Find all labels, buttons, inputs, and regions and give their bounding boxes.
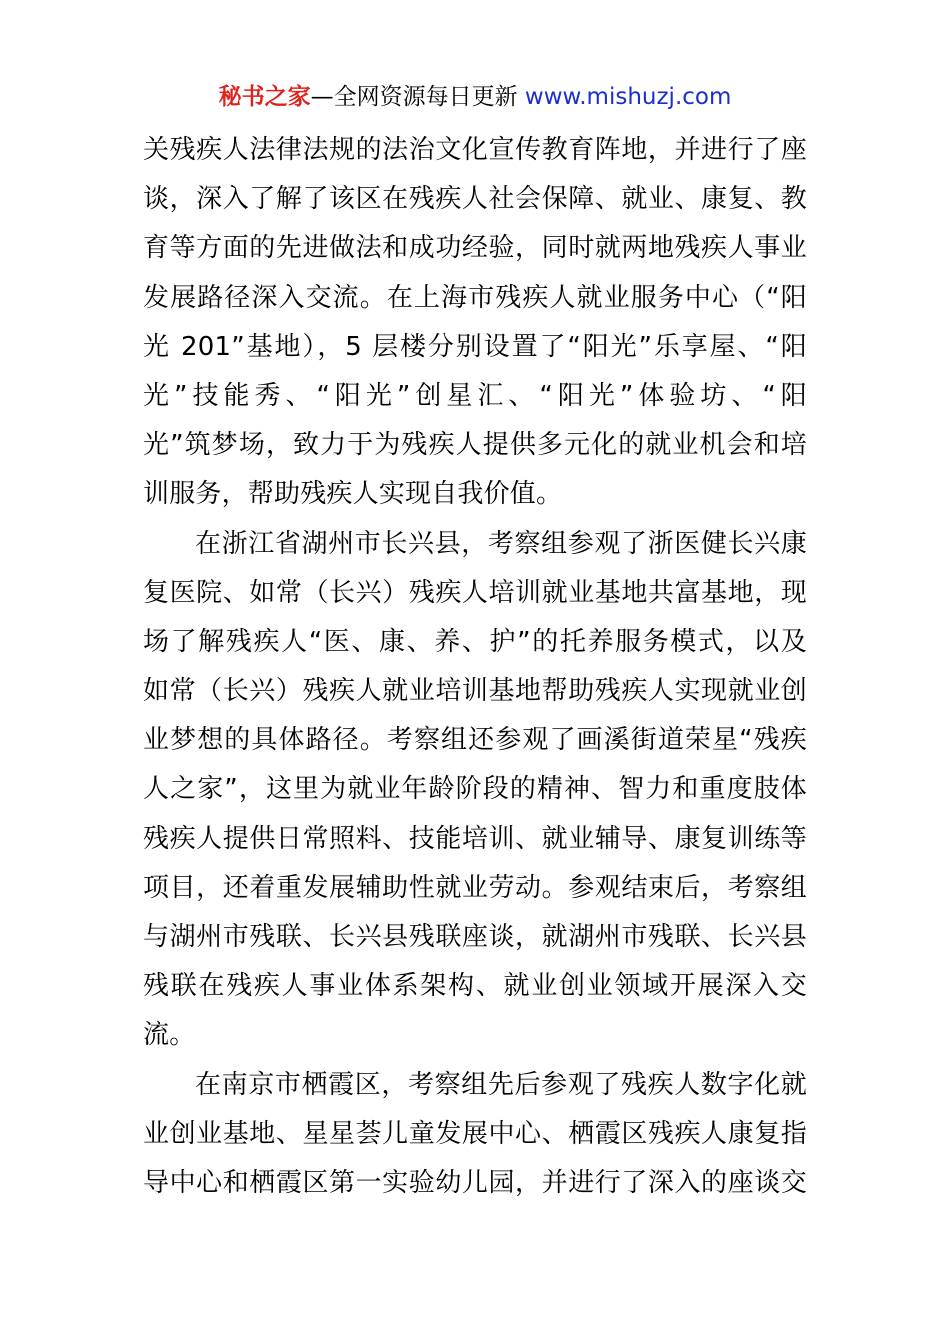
text-line: 在浙江省湖州市长兴县，考察组参观了浙医健长兴康 xyxy=(195,528,807,559)
text-line: 复医院、如常（长兴）残疾人培训就业基地共富基地，现 xyxy=(143,577,807,608)
paragraph xyxy=(143,1061,807,1209)
text-line: 流。 xyxy=(143,1020,196,1051)
paragraph xyxy=(143,126,807,520)
text-line: 如常（长兴）残疾人就业培训基地帮助残疾人实现就业创 xyxy=(143,676,807,707)
text-line: 场了解残疾人“医、康、养、护”的托养服务模式，以及 xyxy=(143,626,807,657)
document-body xyxy=(143,126,807,1208)
text-line: 与湖州市残联、长兴县残联座谈，就湖州市残联、长兴县 xyxy=(143,922,807,952)
text-line: 发展路径深入交流。在上海市残疾人就业服务中心（“阳 xyxy=(143,282,807,313)
paragraph xyxy=(143,520,807,1061)
text-line: 残疾人提供日常照料、技能培训、就业辅导、康复训练等 xyxy=(143,823,807,854)
text-line: 项目，还着重发展辅助性就业劳动。参观结束后，考察组 xyxy=(143,872,807,903)
text-line: 光 201”基地），5 层楼分别设置了“阳光”乐享屋、“阳 xyxy=(143,331,807,362)
text-line: 育等方面的先进做法和成功经验，同时就两地残疾人事业 xyxy=(143,233,807,264)
site-brand: 秘书之家 xyxy=(218,84,311,110)
text-line: 谈，深入了解了该区在残疾人社会保障、就业、康复、教 xyxy=(143,184,807,215)
text-line: 导中心和栖霞区第一实验幼儿园，并进行了深入的座谈交 xyxy=(143,1167,807,1198)
text-line: 在南京市栖霞区，考察组先后参观了残疾人数字化就 xyxy=(195,1069,807,1100)
text-line: 人之家”，这里为就业年龄阶段的精神、智力和重度肢体 xyxy=(143,774,807,805)
page-header xyxy=(0,82,950,112)
text-line: 关残疾人法律法规的法治文化宣传教育阵地，并进行了座 xyxy=(143,135,807,165)
site-tagline: —全网资源每日更新 xyxy=(310,84,525,110)
site-url-link[interactable]: www.mishuzj.com xyxy=(524,84,732,110)
text-line: 光”筑梦场，致力于为残疾人提供多元化的就业机会和培 xyxy=(143,430,807,461)
text-line: 业创业基地、星星荟儿童发展中心、栖霞区残疾人康复指 xyxy=(143,1118,807,1149)
text-line: 光”技能秀、“阳光”创星汇、“阳光”体验坊、“阳 xyxy=(143,380,807,411)
text-line: 业梦想的具体路径。考察组还参观了画溪街道荣星“残疾 xyxy=(143,725,807,756)
text-line: 残联在残疾人事业体系架构、就业创业领域开展深入交 xyxy=(143,971,807,1002)
text-line: 训服务，帮助残疾人实现自我价值。 xyxy=(143,479,563,510)
